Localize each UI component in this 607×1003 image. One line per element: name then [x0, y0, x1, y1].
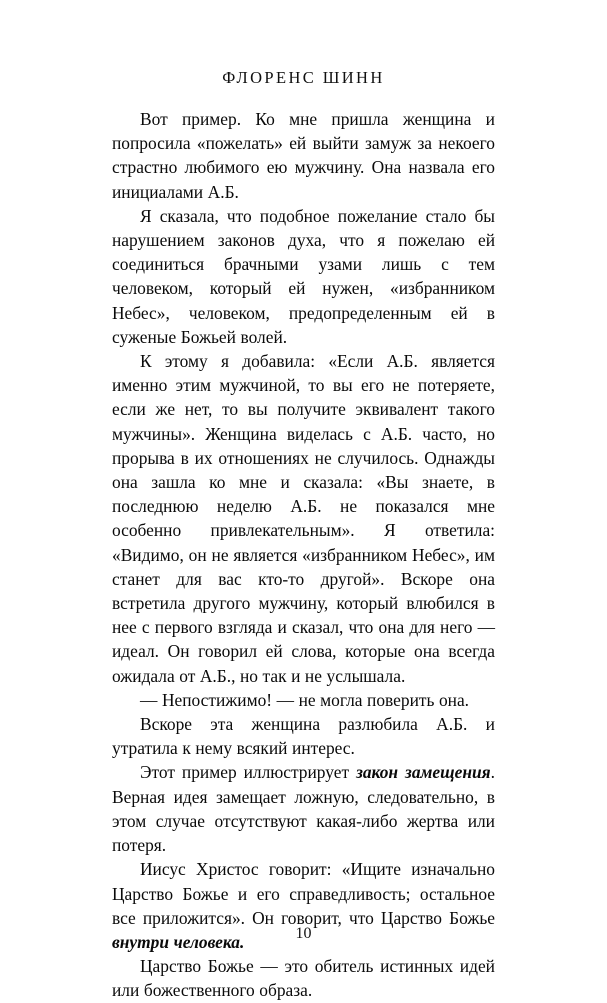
paragraph: Я сказала, что подобное пожелание стало бы нарушением законов духа, что я пожелаю ей соединиться брачными узами лишь с тем человеком, который ей нужен, «избранником Небес», человеком, предопределенным ей в суженые Божьей волей. [112, 205, 495, 347]
paragraph: Вот пример. Ко мне пришла женщина и попросила «пожелать» ей выйти замуж за некоего страстно любимого ею мужчину. Она назвала его инициалами А.Б. [112, 109, 495, 202]
paragraph-law-of-substitution [112, 760, 495, 857]
body-text-block [112, 107, 495, 1003]
paragraph: Царство Божье — это обитель истинных идей или божественного образа. [112, 956, 495, 1001]
paragraph: К этому я добавила: «Если А.Б. является именно этим мужчиной, то вы его не потеряете, если же нет, то вы получите эквивалент такого мужчины». Женщина виделась с А.Б. часто, но прорыва в их отношениях не случилось. Однажды она зашла ко мне и сказала: «Вы знаете, в последнюю неделю А.Б. не показался мне особенно привлекательным». Я ответила: «Видимо, он не является «избранником Небес», им станет для вас кто-то другой». Вскоре она встретила другого мужчину, который влюбился в нее с первого взгляда и сказал, что она для него — идеал. Он говорил ей слова, которые она всегда ожидала от А.Б., но так и не услышала. [112, 351, 495, 686]
running-head: ФЛОРЕНС ШИНН [222, 68, 385, 87]
paragraph-dialogue: — Непостижимо! — не могла поверить она. [140, 689, 470, 710]
emphasis-kingdom-within: внутри человека. [112, 931, 245, 952]
paragraph-text-before: Иисус Христос говорит: «Ищите изначально Царство Божье и его справедливость; остальное все приложится». Он говорит, что Царство Божье [112, 859, 495, 928]
paragraph-text-before: Этот пример иллюстрирует [140, 762, 357, 783]
paragraph-text-after: . Верная идея замещает ложную, следовательно, в этом случае отсутствуют какая-либо жертва или потеря. [112, 762, 495, 856]
emphasis-law-of-substitution: закон замещения [356, 762, 491, 783]
paragraph: Вскоре эта женщина разлюбила А.Б. и утратила к нему всякий интерес. [112, 714, 495, 759]
page-number: 10 [295, 925, 312, 942]
